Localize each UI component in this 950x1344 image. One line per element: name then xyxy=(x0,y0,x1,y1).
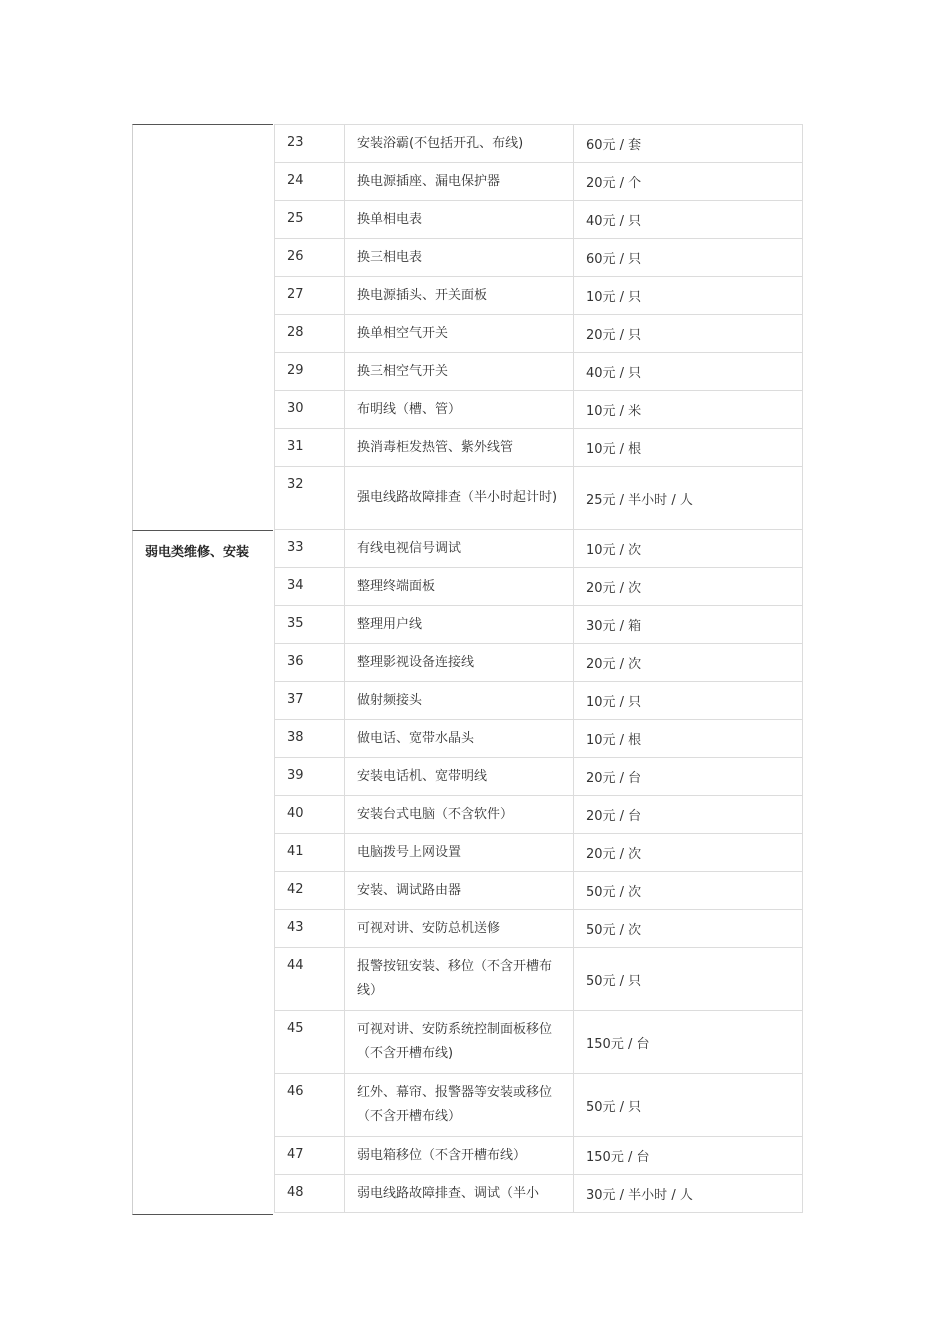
row-number: 40 xyxy=(275,796,345,834)
row-number: 23 xyxy=(275,125,345,163)
row-item: 换三相空气开关 xyxy=(345,353,574,391)
table-row xyxy=(275,163,803,201)
row-price: 150元 / 台 xyxy=(574,1137,803,1175)
row-price: 50元 / 只 xyxy=(574,1074,803,1137)
table-row xyxy=(275,948,803,1011)
row-number: 37 xyxy=(275,682,345,720)
row-price: 20元 / 次 xyxy=(574,568,803,606)
table-row xyxy=(275,201,803,239)
row-number: 31 xyxy=(275,429,345,467)
table-row xyxy=(275,834,803,872)
row-item: 安装电话机、宽带明线 xyxy=(345,758,574,796)
row-price: 30元 / 半小时 / 人 xyxy=(574,1175,803,1213)
row-number: 45 xyxy=(275,1011,345,1074)
table-row xyxy=(275,391,803,429)
row-item: 整理终端面板 xyxy=(345,568,574,606)
row-number: 44 xyxy=(275,948,345,1011)
table-row xyxy=(275,682,803,720)
row-item: 做电话、宽带水晶头 xyxy=(345,720,574,758)
category-cell xyxy=(132,124,273,531)
table-row xyxy=(275,1175,803,1213)
row-item: 换消毒柜发热管、紫外线管 xyxy=(345,429,574,467)
row-item: 做射频接头 xyxy=(345,682,574,720)
table-row xyxy=(275,758,803,796)
table-row xyxy=(275,872,803,910)
row-item: 电脑拨号上网设置 xyxy=(345,834,574,872)
row-price: 10元 / 根 xyxy=(574,429,803,467)
row-number: 47 xyxy=(275,1137,345,1175)
table-row xyxy=(275,277,803,315)
row-price: 20元 / 次 xyxy=(574,644,803,682)
row-number: 35 xyxy=(275,606,345,644)
table-row xyxy=(275,125,803,163)
row-number: 34 xyxy=(275,568,345,606)
row-price: 10元 / 次 xyxy=(574,530,803,568)
row-number: 32 xyxy=(275,467,345,530)
row-item: 换三相电表 xyxy=(345,239,574,277)
row-item: 报警按钮安装、移位（不含开槽布线） xyxy=(345,948,574,1011)
row-item: 换电源插座、漏电保护器 xyxy=(345,163,574,201)
row-price: 10元 / 米 xyxy=(574,391,803,429)
category-cell xyxy=(132,530,273,1215)
row-price: 60元 / 套 xyxy=(574,125,803,163)
table-row xyxy=(275,796,803,834)
row-price: 40元 / 只 xyxy=(574,353,803,391)
row-number: 39 xyxy=(275,758,345,796)
row-item: 红外、幕帘、报警器等安装或移位（不含开槽布线） xyxy=(345,1074,574,1137)
table-row xyxy=(275,1011,803,1074)
items-table xyxy=(274,124,803,1213)
row-item: 换单相电表 xyxy=(345,201,574,239)
row-number: 42 xyxy=(275,872,345,910)
row-item: 强电线路故障排查（半小时起计时) xyxy=(345,467,574,530)
row-price: 20元 / 次 xyxy=(574,834,803,872)
table-row xyxy=(275,530,803,568)
row-item: 布明线（槽、管） xyxy=(345,391,574,429)
row-item: 可视对讲、安防系统控制面板移位（不含开槽布线) xyxy=(345,1011,574,1074)
row-number: 43 xyxy=(275,910,345,948)
table-row xyxy=(275,644,803,682)
row-number: 26 xyxy=(275,239,345,277)
row-item: 整理用户线 xyxy=(345,606,574,644)
row-price: 20元 / 台 xyxy=(574,758,803,796)
table-row xyxy=(275,720,803,758)
row-number: 46 xyxy=(275,1074,345,1137)
table-row xyxy=(275,467,803,530)
row-price: 30元 / 箱 xyxy=(574,606,803,644)
row-price: 10元 / 只 xyxy=(574,682,803,720)
table-row xyxy=(275,606,803,644)
row-item: 安装浴霸(不包括开孔、布线) xyxy=(345,125,574,163)
row-item: 可视对讲、安防总机送修 xyxy=(345,910,574,948)
row-number: 41 xyxy=(275,834,345,872)
row-price: 20元 / 台 xyxy=(574,796,803,834)
row-number: 33 xyxy=(275,530,345,568)
table-row xyxy=(275,1074,803,1137)
row-price: 10元 / 只 xyxy=(574,277,803,315)
table-row xyxy=(275,239,803,277)
row-item: 有线电视信号调试 xyxy=(345,530,574,568)
row-item: 弱电箱移位（不含开槽布线） xyxy=(345,1137,574,1175)
row-number: 29 xyxy=(275,353,345,391)
row-number: 24 xyxy=(275,163,345,201)
row-number: 36 xyxy=(275,644,345,682)
row-price: 150元 / 台 xyxy=(574,1011,803,1074)
table-row xyxy=(275,429,803,467)
table-row xyxy=(275,568,803,606)
row-number: 28 xyxy=(275,315,345,353)
row-number: 25 xyxy=(275,201,345,239)
row-item: 换电源插头、开关面板 xyxy=(345,277,574,315)
table-row xyxy=(275,315,803,353)
row-price: 20元 / 只 xyxy=(574,315,803,353)
table-row xyxy=(275,910,803,948)
table-row xyxy=(275,1137,803,1175)
category-label: 弱电类维修、安装 xyxy=(145,545,250,560)
row-item: 安装台式电脑（不含软件） xyxy=(345,796,574,834)
row-number: 38 xyxy=(275,720,345,758)
row-price: 50元 / 次 xyxy=(574,910,803,948)
row-number: 48 xyxy=(275,1175,345,1213)
row-price: 60元 / 只 xyxy=(574,239,803,277)
row-item: 整理影视设备连接线 xyxy=(345,644,574,682)
row-item: 换单相空气开关 xyxy=(345,315,574,353)
row-item: 安装、调试路由器 xyxy=(345,872,574,910)
row-price: 10元 / 根 xyxy=(574,720,803,758)
price-table xyxy=(132,124,801,1215)
row-number: 27 xyxy=(275,277,345,315)
row-number: 30 xyxy=(275,391,345,429)
row-price: 25元 / 半小时 / 人 xyxy=(574,467,803,530)
table-row xyxy=(275,353,803,391)
row-price: 50元 / 只 xyxy=(574,948,803,1011)
row-item: 弱电线路故障排查、调试（半小 xyxy=(345,1175,574,1213)
row-price: 40元 / 只 xyxy=(574,201,803,239)
row-price: 50元 / 次 xyxy=(574,872,803,910)
row-price: 20元 / 个 xyxy=(574,163,803,201)
